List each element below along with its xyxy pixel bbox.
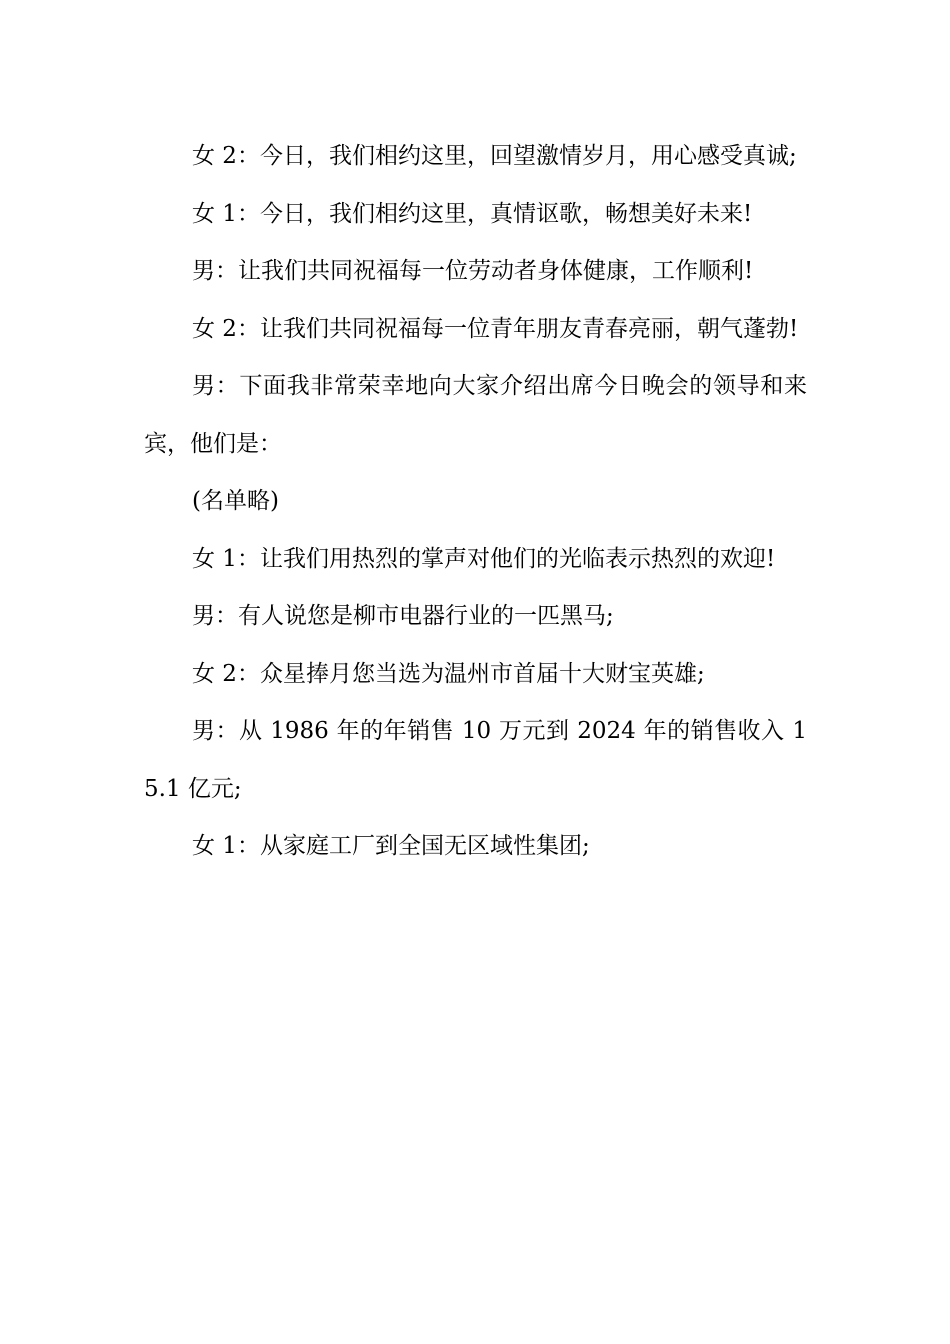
paragraph-1: 女 2：今日，我们相约这里，回望激情岁月，用心感受真诚; xyxy=(192,143,797,169)
paragraph-2: 女 1：今日，我们相约这里，真情讴歌，畅想美好未来! xyxy=(192,200,753,227)
paragraph-10: 男：从 1986 年的年销售 10 万元到 2024 年的销售收入 15.1 亿元; xyxy=(144,718,807,802)
paragraph-6: (名单略) xyxy=(192,488,279,514)
paragraph-9: 女 2：众星捧月您当选为温州市首届十大财宝英雄; xyxy=(192,660,705,687)
paragraph-5: 男：下面我非常荣幸地向大家介绍出席今日晚会的领导和来宾，他们是： xyxy=(144,373,807,457)
paragraph-7: 女 1：让我们用热烈的掌声对他们的光临表示热烈的欢迎! xyxy=(192,545,776,572)
paragraph-4: 女 2：让我们共同祝福每一位青年朋友青春亮丽，朝气蓬勃! xyxy=(192,315,799,342)
paragraph-3: 男：让我们共同祝福每一位劳动者身体健康，工作顺利! xyxy=(192,258,754,284)
paragraph-11: 女 1：从家庭工厂到全国无区域性集团; xyxy=(192,833,590,859)
document-body xyxy=(144,128,807,876)
paragraph-8: 男：有人说您是柳市电器行业的一匹黑马; xyxy=(192,603,614,629)
